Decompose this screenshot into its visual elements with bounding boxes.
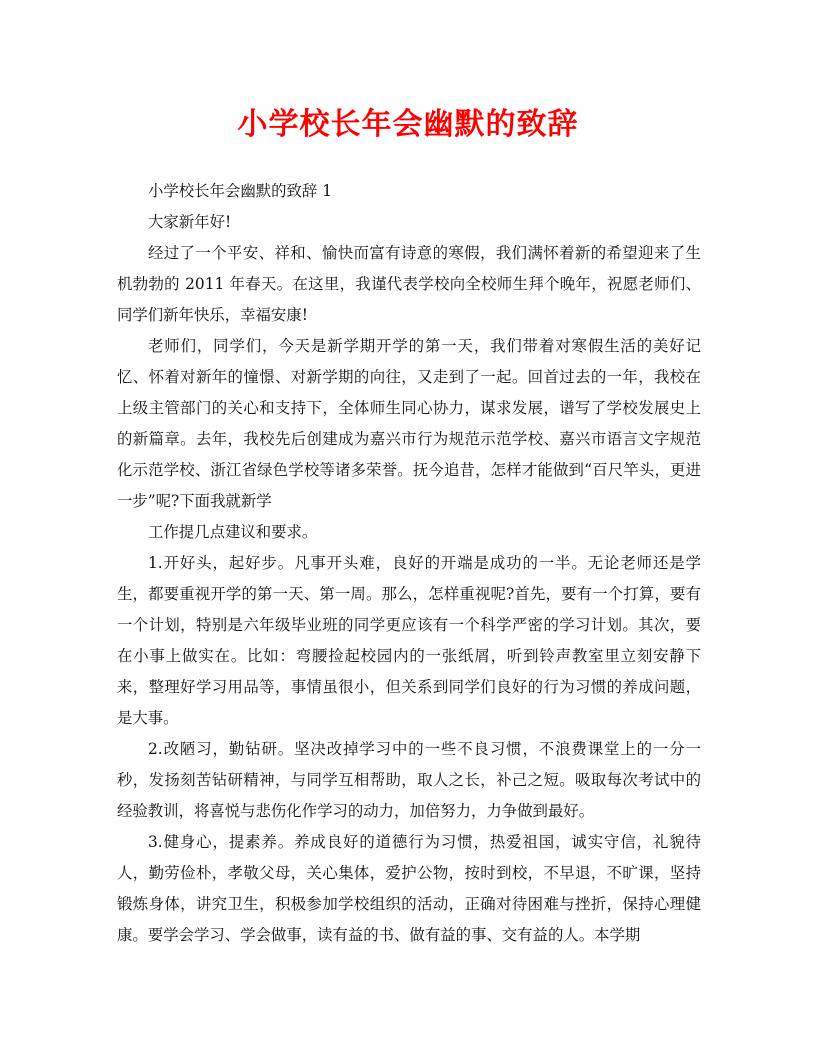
body-paragraph: 2.改陋习，勤钻研。坚决改掉学习中的一些不良习惯，不浪费课堂上的一分一秒，发扬刻苦钻研精神，与同学互相帮助，取人之长，补己之短。吸取每次考试中的经验教训，将喜悦与悲伤化作学习的动力，加倍努力，力争做到最好。 xyxy=(117,740,701,820)
body-paragraph: 工作提几点建议和要求。 xyxy=(148,523,318,541)
section-heading: 小学校长年会幽默的致辞 1 xyxy=(148,182,332,200)
body-paragraph: 1.开好头，起好步。凡事开头难，良好的开端是成功的一半。无论老师还是学生，都要重视开学的第一天、第一周。那么，怎样重视呢?首先，要有一个打算，要有一个计划，特别是六年级毕业班的同学更应该有一个科学严密的学习计划。其次，要在小事上做实在。比如：弯腰捡起校园内的一张纸屑，听到铃声教室里立刻安静下来，整理好学习用品等，事情虽很小，但关系到同学们良好的行为习惯的养成问题，是大事。 xyxy=(117,554,701,727)
body-paragraph: 老师们，同学们，今天是新学期开学的第一天，我们带着对寒假生活的美好记忆、怀着对新年的憧憬、对新学期的向往，又走到了一起。回首过去的一年，我校在上级主管部门的关心和支持下，全体师生同心协力，谋求发展，谱写了学校发展史上的新篇章。去年，我校先后创建成为嘉兴市行为规范示范学校、嘉兴市语言文字规范化示范学校、浙江省绿色学校等诸多荣誉。抚今追昔，怎样才能做到“百尺竿头，更进一步”呢?下面我就新学 xyxy=(117,337,701,510)
greeting-paragraph: 大家新年好! xyxy=(148,213,232,231)
document-body xyxy=(117,176,701,951)
document-title: 小学校长年会幽默的致辞 xyxy=(237,107,579,142)
body-paragraph: 经过了一个平安、祥和、愉快而富有诗意的寒假，我们满怀着新的希望迎来了生机勃勃的 2011 年春天。在这里，我谨代表学校向全校师生拜个晚年，祝愿老师们、同学们新年快乐，幸福安康! xyxy=(117,244,701,324)
body-paragraph: 3.健身心，提素养。养成良好的道德行为习惯，热爱祖国，诚实守信，礼貌待人，勤劳俭朴，孝敬父母，关心集体，爱护公物，按时到校，不早退，不旷课，坚持锻炼身体，讲究卫生，积极参加学校组织的活动，正确对待困难与挫折，保持心理健康。要学会学习、学会做事，读有益的书、做有益的事、交有益的人。本学期 xyxy=(117,833,701,944)
